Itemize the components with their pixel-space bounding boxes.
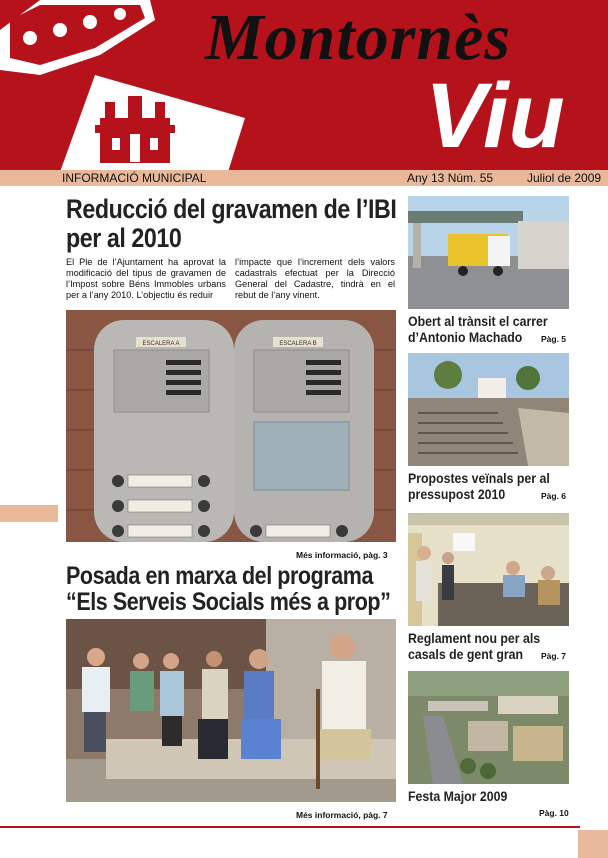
sidebar-title-3-line2: casals de gent gran [408,646,524,662]
masthead-subtitle: Viu [425,65,565,167]
sidebar-page-4: Pàg. 10 [539,808,569,818]
footer-rule [0,826,580,828]
lead-body-col2: l’impacte que l’increment dels valors cadastrals efectuat per la Direcció General del Cadastre, tindrà en el rebut de l’any vinent. [235,257,395,300]
sidebar-photo-meeting [408,513,569,626]
lead-headline-line2: per al 2010 [66,223,182,253]
sidebar-photo-road [408,196,569,309]
sidebar-page-2: Pàg. 6 [541,491,567,501]
intercom-photo [66,310,396,542]
second-more-info: Més informació, pàg. 7 [296,810,388,820]
masthead-title: Montornès [205,1,512,74]
second-headline-line2: “Els Serveis Socials més a prop” [66,588,391,616]
sidebar-page-3: Pàg. 7 [541,651,567,661]
sign-b: ESCALERA B [279,341,317,347]
sidebar-page-1: Pàg. 5 [541,334,567,344]
sidebar-title-4: Festa Major 2009 [408,788,508,804]
sign-a: ESCALERA A [142,341,180,347]
decorative-tab [0,505,58,522]
issue-number: Any 13 Núm. 55 [407,171,494,185]
sidebar-photo-stairs [408,353,569,466]
seniors-photo [66,619,396,802]
lead-headline: Reducció del gravamen de l’IBI [66,194,397,224]
sidebar-photo-town [408,671,569,784]
sidebar-title-1: Obert al trànsit el carrer [408,313,548,329]
second-headline: Posada en marxa del programa [66,562,374,590]
issue-date: Juliol de 2009 [527,171,602,185]
sidebar-title-2-line2: pressupost 2010 [408,486,506,502]
masthead [0,0,608,172]
sidebar-title-3: Reglament nou per als [408,630,541,646]
section-label: INFORMACIÓ MUNICIPAL [62,171,207,185]
lead-body-col1: El Ple de l’Ajuntament ha aprovat la modificació del tipus de gravamen de l’Impost sobre Béns Immobles urbans per a l’any 2010. L’objectiu és reduir [66,257,226,300]
info-bar [0,170,608,186]
lead-more-info: Més informació, pàg. 3 [296,550,388,560]
sidebar-title-1-line2: d’Antonio Machado [408,329,523,345]
decorative-tab [578,830,608,858]
sidebar-title-2: Propostes veïnals per al [408,470,550,486]
